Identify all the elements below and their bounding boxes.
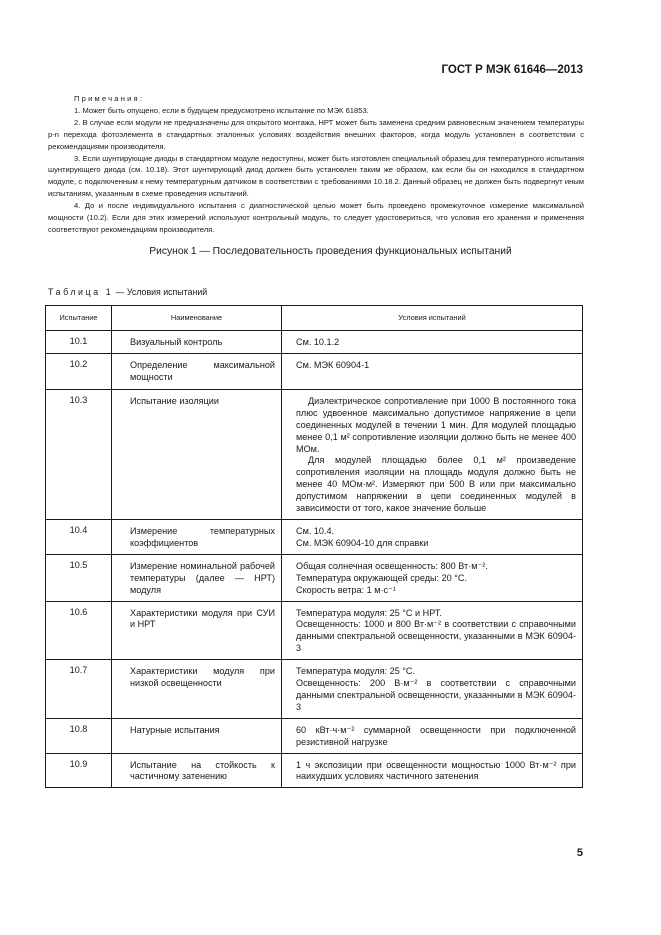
table-row xyxy=(46,519,583,554)
test-name: Измерение температурных коэффициентов xyxy=(112,519,282,554)
condition-line: 60 кВт·ч·м⁻² суммарной освещенности при подключенной резистивной нагрузке xyxy=(296,724,576,747)
condition-line: См. МЭК 60904-1 xyxy=(296,359,370,370)
note-item: 1. Может быть опущено, если в будущем предусмотрено испытание по МЭК 61853. xyxy=(74,105,369,115)
test-name: Визуальный контроль xyxy=(112,331,282,354)
condition-line: Общая солнечная освещенность: 800 Вт·м⁻². xyxy=(296,560,488,571)
test-name: Испытание изоляции xyxy=(112,389,282,519)
test-conditions xyxy=(282,389,583,519)
test-number: 10.7 xyxy=(46,660,112,719)
condition-line: Скорость ветра: 1 м·с⁻¹ xyxy=(296,584,396,595)
table-caption-text: — Условия испытаний xyxy=(113,287,208,297)
condition-line: Температура модуля: 25 °С. xyxy=(296,666,416,677)
table-row xyxy=(46,601,583,660)
condition-line: Температура модуля: 25 °С и НРТ. xyxy=(296,607,442,618)
condition-line: См. МЭК 60904-10 для справки xyxy=(296,537,429,548)
document-header: ГОСТ Р МЭК 61646—2013 xyxy=(441,64,583,76)
note-item: 2. В случае если модули не предназначены для открытого монтажа, НРТ может быть заменена средним равновесным значением температуры p-n перехода фотоэлемента в стандартных эталонных условиях воздействия внешних факторов, когда модуль установлен в соответствии с рекомендациями производителя. xyxy=(48,117,584,151)
test-conditions xyxy=(282,519,583,554)
figure-caption: Рисунок 1 — Последовательность проведения функциональных испытаний xyxy=(149,246,512,257)
table-row xyxy=(46,718,583,753)
test-conditions xyxy=(282,753,583,788)
test-name: Характеристики модуля при СУИ и НРТ xyxy=(112,601,282,660)
condition-line: Освещенность: 200 В·м⁻² в соответствии с справочными данными спектральной освещенности, указанными в МЭК 60904-3 xyxy=(296,678,576,712)
page-number: 5 xyxy=(576,847,583,859)
test-name: Испытание на стойкость к частичному затенению xyxy=(112,753,282,788)
notes-block xyxy=(48,93,584,236)
condition-line: Для модулей площадью более 0,1 м² произведение сопротивления изоляции на площадь модуля должно быть не менее 40 МОм·м². Измеряют при 500 В или при максимально допустимом напряжении в цепи соединенных модулей в зависимости от того, какое значение больше xyxy=(296,455,576,514)
test-conditions-table xyxy=(45,305,583,788)
test-conditions xyxy=(282,660,583,719)
condition-line: Освещенность: 1000 и 800 Вт·м⁻² в соответствии с справочными данными спектральной освещенности, указанными в МЭК 60904-3 xyxy=(296,619,576,654)
table-row xyxy=(46,753,583,788)
test-number: 10.9 xyxy=(46,753,112,788)
test-conditions xyxy=(282,601,583,660)
test-number: 10.1 xyxy=(46,331,112,354)
table-row xyxy=(46,331,583,354)
table-row xyxy=(46,660,583,719)
condition-line: См. 10.1.2 xyxy=(296,337,340,347)
test-conditions xyxy=(282,331,583,354)
test-number: 10.6 xyxy=(46,601,112,660)
table-caption xyxy=(48,287,207,297)
test-number: 10.5 xyxy=(46,554,112,601)
table-row xyxy=(46,353,583,389)
table-row xyxy=(46,389,583,519)
column-header: Испытание xyxy=(46,306,112,331)
table-row xyxy=(46,554,583,601)
condition-line: См. 10.4. xyxy=(296,525,335,536)
test-name: Определение максимальной мощности xyxy=(112,353,282,389)
test-name: Характеристики модуля при низкой освещенности xyxy=(112,660,282,719)
test-number: 10.4 xyxy=(46,519,112,554)
table-header-row xyxy=(46,306,583,331)
condition-line: Диэлектрическое сопротивление при 1000 В постоянного тока плюс удвоенное максимально допустимое напряжение в цепи соединенных модулей в течении 1 мин. Для модулей площадью менее 0,1 м² сопротивление изоляции должно быть не менее 400 МОм. xyxy=(296,395,576,454)
notes-title: Примечания: xyxy=(74,94,145,103)
column-header: Наименование xyxy=(112,306,282,331)
test-conditions xyxy=(282,554,583,601)
test-number: 10.2 xyxy=(46,353,112,389)
test-name: Натурные испытания xyxy=(112,718,282,753)
test-number: 10.3 xyxy=(46,389,112,519)
test-name: Измерение номинальной рабочей температуры (далее — НРТ) модуля xyxy=(112,554,282,601)
condition-line: 1 ч экспозиции при освещенности мощностью 1000 Вт·м⁻² при наихудших условиях частичного затенения xyxy=(296,759,576,782)
note-item: 4. До и после индивидуального испытания с диагностической целью может быть проведено промежуточное измерение максимальной мощности (10.2). Если для этих измерений используют контрольный модуль, то следует удостовериться, что условия его хранения и применения соответствуют рекомендациям производителя. xyxy=(48,201,584,234)
column-header: Условия испытаний xyxy=(282,306,583,331)
test-conditions xyxy=(282,718,583,753)
test-conditions xyxy=(282,353,583,389)
table-caption-label: Таблица 1 xyxy=(48,287,114,297)
test-number: 10.8 xyxy=(46,718,112,753)
condition-line: Температура окружающей среды: 20 °С. xyxy=(296,572,467,583)
note-item: 3. Если шунтирующие диоды в стандартном модуле недоступны, может быть изготовлен специальный образец для температурного испытания шунтирующего диода (см. 10.18). Этот шунтирующий диод должен быть установлен таким же образом, как если бы он находился в стандартном модуле, с подключенным к нему температурным датчиком в соответствии с требованиями 10.18.2. Данный образец не должен быть подвергнут иным испытаниям, указанным в схеме проведения испытаний. xyxy=(48,153,584,199)
